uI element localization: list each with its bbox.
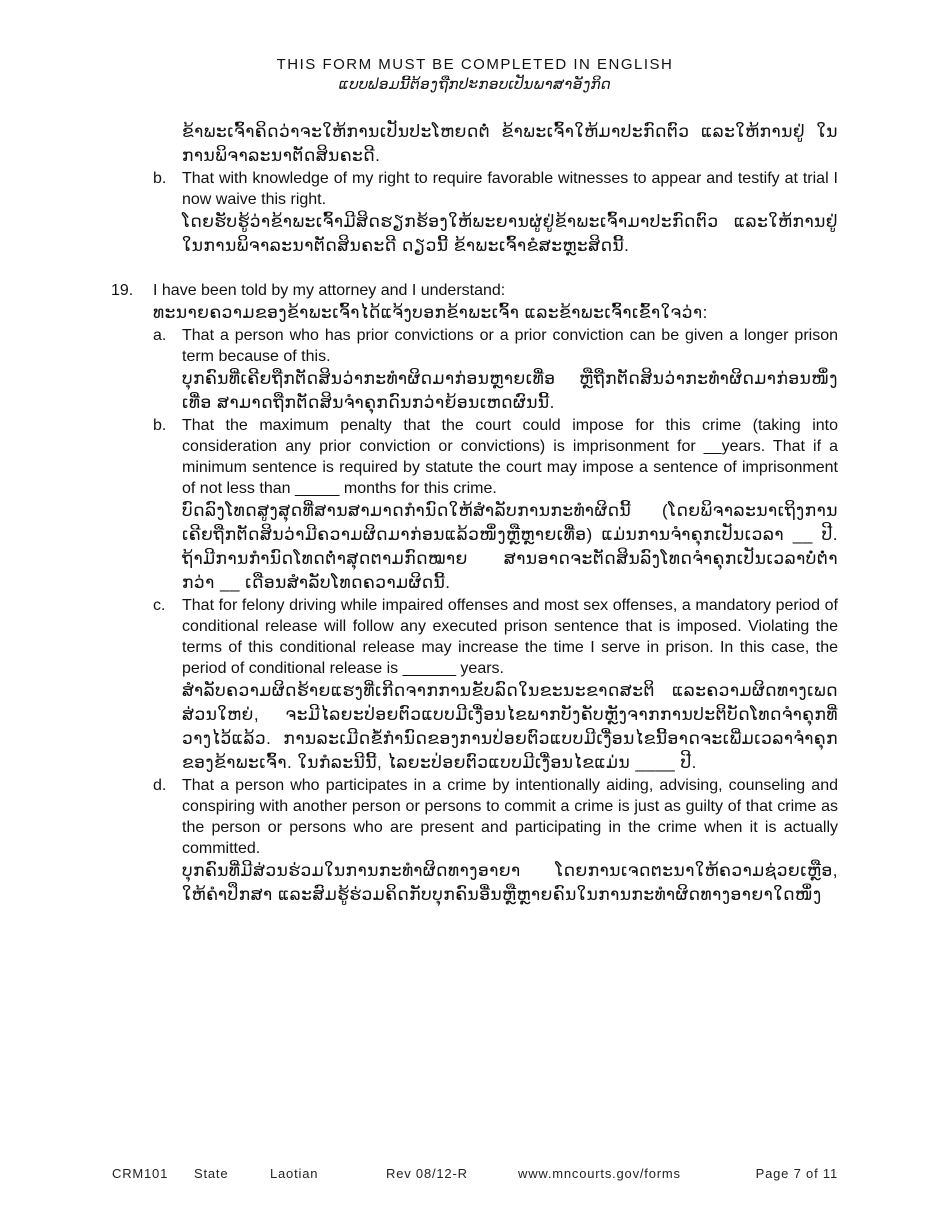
footer-form-id: CRM101: [112, 1166, 169, 1181]
item-text-lao: ບຸກຄົນທີ່ເຄີຍຖືກຕັດສິນວ່າກະທຳຜິດມາກ່ອນຫຼາຍເທື່ອ ຫຼືຖືກຕັດສິນວ່າກະທຳຜິດມາກ່ອນໜຶ່ງເທື່ອ ສາມາດຖືກຕັດສິນຈຳຄຸກດົນກວ່າຍ້ອນເຫດຜົນນີ້.: [182, 369, 838, 412]
footer-court-level: State: [194, 1166, 229, 1181]
item-text-english: That a person who participates in a crime by intentionally aiding, advising, counseling and conspiring with another person or persons to commit a crime is just as guilty of that crime as the person or persons who are present and participating in the crime when it is actually committed.: [182, 777, 838, 857]
item-19c: [153, 595, 838, 775]
item-label: d.: [153, 777, 167, 794]
item-label: c.: [153, 597, 166, 614]
item-label: b.: [153, 170, 167, 187]
item-text-english: That for felony driving while impaired offenses and most sex offenses, a mandatory period of conditional release will follow any executed prison sentence that is imposed. Violating the terms of this conditional release may increase the time I serve in prison. In this case, the period of conditional release is ______ years.: [182, 597, 838, 677]
item-text-english: That the maximum penalty that the court could impose for this crime (taking into consideration any prior conviction or convictions) is imprisonment for __years. That if a minimum sentence is required by statute the court may impose a sentence of imprisonment of not less than _____ months for this crime.: [182, 417, 838, 497]
item-text-lao: ທະນາຍຄວາມຂອງຂ້າພະເຈົ້າໄດ້ແຈ້ງບອກຂ້າພະເຈົ້າ ແລະຂ້າພະເຈົ້າເຂົ້າໃຈວ່າ:: [153, 303, 708, 322]
document-body: [0, 120, 950, 907]
item-text-lao: ສຳລັບຄວາມຜິດຮ້າຍແຮງທີ່ເກີດຈາກການຂັບລົດໃນຂະນະຂາດສະຕິ ແລະຄວາມຜິດທາງເພດສ່ວນໃຫຍ່, ຈະມີໄລຍະປ່ອຍຕົວແບບມີເງື່ອນໄຂພາກບັງຄັບຫຼັງຈາກການປະຕິບັດໂທດຈຳຄຸກທີ່ວາງໄວ້ແລ້ວ. ການລະເມີດຂໍ້ກຳນົດຂອງການປ່ອຍຕົວແບບມີເງື່ອນໄຂນີ້ອາດຈະເພີ່ມເວລາຈຳຄຸກຂອງຂ້າພະເຈົ້າ. ໃນກໍລະນີນີ້, ໄລຍະປ່ອຍຕົວແບບມີເງື່ອນໄຂແມ່ນ ____ ປີ.: [182, 681, 838, 772]
item-label: a.: [153, 327, 167, 344]
footer-url[interactable]: www.mncourts.gov/forms: [518, 1166, 681, 1181]
footer-page-number: Page 7 of 11: [755, 1166, 838, 1181]
item-text-lao: ບົດລົງໂທດສູງສຸດທີ່ສານສາມາດກຳນົດໃຫ້ສຳລັບການກະທຳຜິດນີ້ (ໂດຍພິຈາລະນາເຖິງການເຄີຍຖືກຕັດສິນວ່າມີຄວາມຜິດມາກ່ອນແລ້ວໜຶ່ງຫຼືຫຼາຍເທື່ອ) ແມ່ນການຈຳຄຸກເປັນເວລາ __ ປີ. ຖ້າມີການກຳນົດໂທດຕໍ່າສຸດຕາມກົດໝາຍ ສານອາດຈະຕັດສິນລົງໂທດຈຳຄຸກເປັນເວລາບໍ່ຕໍ່າກວ່າ __ ເດືອນສຳລັບໂທດຄວາມຜິດນີ້.: [182, 501, 838, 592]
item-18b: [153, 168, 838, 258]
item-text-lao: ໂດຍຮັບຮູ້ວ່າຂ້າພະເຈົ້າມີສິດຮຽກຮ້ອງໃຫ້ພະຍານຜູ່ຢູ່ຂ້າພະເຈົ້າມາປະກົດຕົວ ແລະໃຫ້ການຢູ່ ໃນການພິຈາລະນາຕັດສິນຄະດີ ດຽວນີ້ ຂ້າພະເຈົ້າຂໍສະຫຼະສິດນີ້.: [182, 212, 838, 255]
item-19a: [153, 325, 838, 415]
item-19d: [153, 775, 838, 907]
header-title-english: THIS FORM MUST BE COMPLETED IN ENGLISH: [276, 56, 674, 73]
item-label: b.: [153, 417, 167, 434]
item-text-lao: ບຸກຄົນທີ່ມີສ່ວນຮ່ວມໃນການກະທຳຜິດທາງອາຍາ ໂດຍການເຈດຕະນາໃຫ້ຄວາມຊ່ວຍເຫຼືອ, ໃຫ້ຄຳປຶກສາ ແລະສົມຮູ້ຮ່ວມຄິດກັບບຸກຄົນອື່ນຫຼືຫຼາຍຄົນໃນການກະທຳຜິດທາງອາຍາໃດໜຶ່ງ: [182, 861, 838, 904]
footer-language: Laotian: [270, 1166, 319, 1181]
footer-revision: Rev 08/12-R: [386, 1166, 468, 1181]
item-18a-continuation: [182, 120, 838, 168]
item-19b: [153, 415, 838, 595]
item-text-english: I have been told by my attorney and I understand:: [153, 282, 506, 299]
header-title-lao: ແບບຟອມນີ້ຕ້ອງຖືກປະກອບເປັນພາສາອັງກິດ: [338, 76, 612, 93]
item-19: [111, 280, 838, 325]
item-text-english: That a person who has prior convictions or a prior conviction can be given a longer prison term because of this.: [182, 327, 838, 365]
page-header: [0, 55, 950, 95]
item-text-english: That with knowledge of my right to require favorable witnesses to appear and testify at trial I now waive this right.: [182, 170, 838, 208]
continuation-text-lao: ຂ້າພະເຈົ້າຄິດວ່າຈະໃຫ້ການເປັນປະໂຫຍດຕໍ່ ຂ້າພະເຈົ້າໃຫ້ມາປະກົດຕົວ ແລະໃຫ້ການຢູ່ ໃນການພິຈາລະນາຕັດສິນຄະດີ.: [182, 122, 838, 165]
item-number: 19.: [111, 282, 134, 299]
